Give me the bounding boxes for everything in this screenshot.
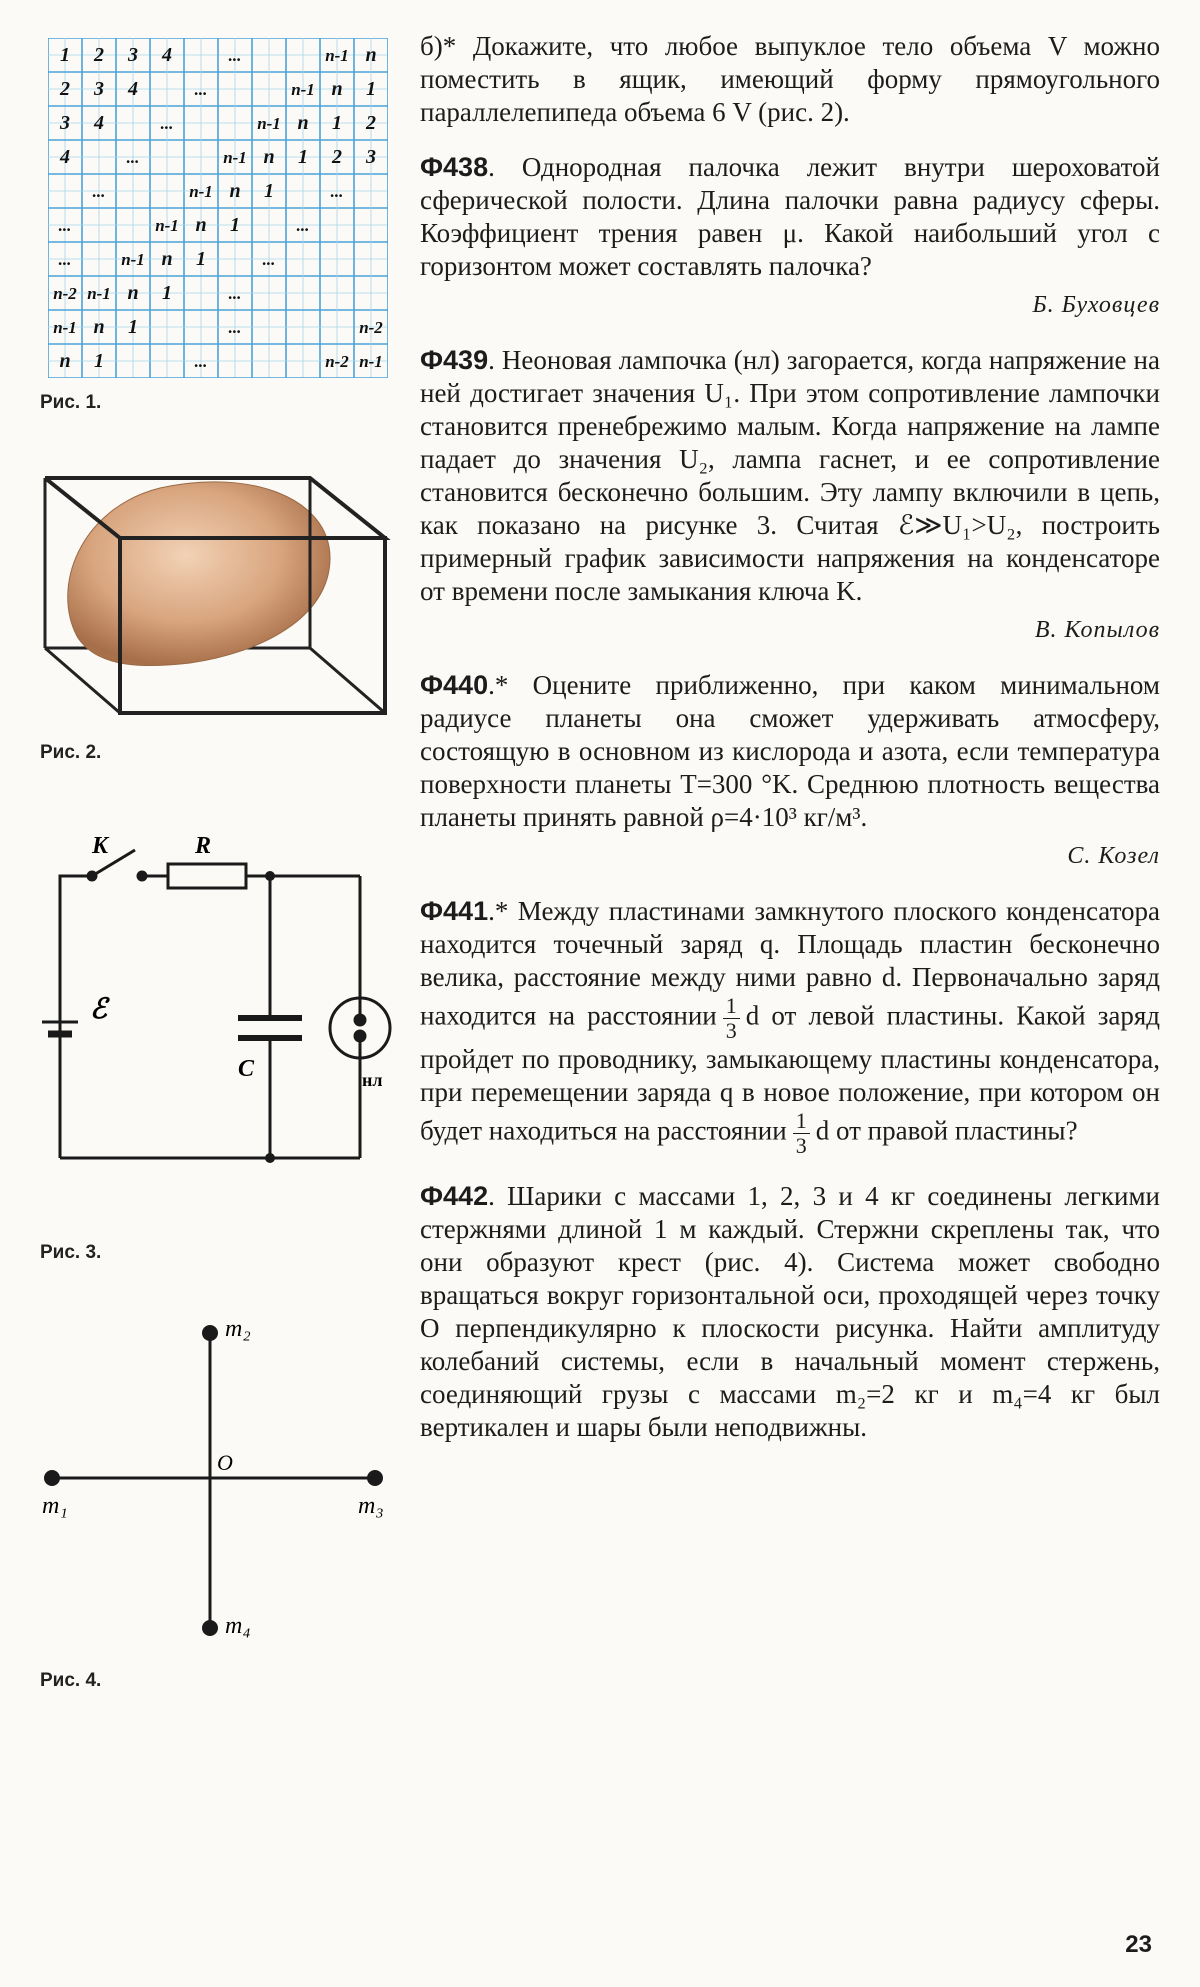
grid-cell-value: n <box>195 214 207 237</box>
problem-author: Б. Буховцев <box>1032 292 1160 318</box>
grid-cell-value: n-2 <box>359 318 383 338</box>
grid-cell-value: n-1 <box>155 216 179 236</box>
fraction-one-third <box>793 1109 810 1158</box>
grid-cell-value: 1 <box>332 112 342 135</box>
grid-cell-value: n-2 <box>53 284 77 304</box>
convex-body-shape <box>68 482 330 666</box>
grid-cell-value: 2 <box>60 78 70 101</box>
resistor <box>168 864 246 888</box>
grid-cell-value: ... <box>58 216 72 236</box>
grid-cell-value: n-1 <box>223 148 247 168</box>
problem-text: . Однородная палочка лежит внутри шероховатой сферической полости. Длина палочки равна радиусу сферы. Коэффициент трения равен μ. Какой наибольший угол с горизонтом может составлять палочка? <box>420 152 1160 281</box>
problem-author: В. Копылов <box>1034 617 1160 643</box>
wire <box>60 876 90 1038</box>
lamp-electrode-dot <box>355 1015 365 1025</box>
ball-m2 <box>202 1325 218 1341</box>
grid-cell-value: ... <box>58 250 72 270</box>
junction-dot <box>265 871 275 881</box>
grid-cell-value: 1 <box>230 214 240 237</box>
fraction-denominator: 3 <box>795 1133 807 1158</box>
key-label: K <box>92 833 109 859</box>
grid-cell-value: 1 <box>60 44 70 67</box>
page-number: 23 <box>1125 1931 1152 1958</box>
grid-cell-value: n <box>263 146 275 169</box>
fraction-numerator: 1 <box>723 994 740 1019</box>
grid-cell-value: ... <box>228 46 242 66</box>
grid-cell-value: 3 <box>94 78 104 101</box>
grid-cell-value: n <box>161 248 173 271</box>
grid-cell-value: 4 <box>94 112 104 135</box>
grid-cell-value: n <box>331 78 343 101</box>
box-edge <box>310 648 385 713</box>
grid-cell-value: n-1 <box>257 114 281 134</box>
fig1-caption: Рис. 1. <box>40 392 102 413</box>
ball-m1 <box>44 1470 60 1486</box>
problem-text: . Неоновая лампочка (нл) загорается, когда напряжение на ней достигает значения U₁. При этом сопротивление лампочки становится пренебрежимо малым. Когда напряжение на лампе падает до значения U₂, лампа гаснет, и ее сопротивление становится бесконечно большим. Эту лампу включили в цепь, как показано на рисунке 3. Считая ℰ≫U₁>U₂, построить примерный график зависимости напряжения на конденсаторе от времени после замыкания ключа K. <box>420 345 1160 606</box>
grid-cell-value: ... <box>296 216 310 236</box>
fig3-caption: Рис. 3. <box>40 1242 102 1263</box>
problem-text-a: .* Между пластинами замкнутого плоского конденсатора находится точечный заряд q. Площадь пластин бесконечно велика, расстояние между ними равно d. Первоначально заряд находится на расстоянии <box>420 896 1160 1031</box>
grid-cell-value: n <box>93 316 105 339</box>
grid-cell-value: n <box>127 282 139 305</box>
problem-intro-b: б)* Докажите, что любое выпуклое тело объема V можно поместить в ящик, имеющий форму прямоугольного параллелепипеда объема 6 V (рис. 2). <box>420 31 1160 127</box>
problem-text: . Шарики с массами 1, 2, 3 и 4 кг соединены легкими стержнями длиной 1 м каждый. Стержни скреплены так, что они образуют крест (рис. 4). Система может свободно вращаться вокруг горизонтальной оси, проходящей через точку O перпендикулярно к плоскости рисунка. Найти амплитуду колебаний системы, если в начальный момент стержень, соединяющий грузы с массами m₂=2 кг и m₄=4 кг был вертикален и шары были неподвижны. <box>420 1181 1160 1442</box>
capacitor-label: C <box>238 1056 255 1082</box>
fig3-circuit-diagram <box>40 808 410 1188</box>
grid-cell-value: 3 <box>128 44 138 67</box>
problems-column <box>420 30 1160 1466</box>
grid-cell-value: n-1 <box>53 318 77 338</box>
grid-cell-value: 1 <box>264 180 274 203</box>
grid-cell-value: ... <box>228 318 242 338</box>
grid-cell-value: 4 <box>60 146 70 169</box>
grid-cell-value: ... <box>228 284 242 304</box>
grid-cell-value: n-1 <box>121 250 145 270</box>
problem-text-c: d от правой пластины? <box>815 1115 1078 1146</box>
grid-cell-value: ... <box>194 352 208 372</box>
fig4-cross-diagram <box>40 1298 410 1658</box>
grid-cell-value: n-2 <box>325 352 349 372</box>
grid-cell-value: 2 <box>332 146 342 169</box>
problem-number: Ф442 <box>420 1181 489 1211</box>
fraction-one-third <box>723 994 740 1043</box>
grid-cell-value: n <box>229 180 241 203</box>
grid-cell-value: 2 <box>94 44 104 67</box>
m2-label: m₂ <box>225 1316 251 1342</box>
grid-cell-value: 1 <box>366 78 376 101</box>
grid-cell-value: 1 <box>196 248 206 271</box>
grid-cell-value: 2 <box>366 112 376 135</box>
grid-cell-value: ... <box>126 148 140 168</box>
problem-439 <box>420 344 1160 608</box>
problem-440 <box>420 669 1160 834</box>
grid-cell-value: 3 <box>366 146 376 169</box>
fig1-grid <box>48 38 388 383</box>
grid-cell-value: ... <box>92 182 106 202</box>
grid-cell-value: n-1 <box>189 182 213 202</box>
problem-text: .* Оцените приближенно, при каком минимальном радиусе планеты она сможет удерживать атмосферу, состоящую в основном из кислорода и азота, если температура поверхности планеты T=300 °K. Среднюю плотность вещества планеты принять равной ρ=4·10³ кг/м³. <box>420 670 1160 832</box>
grid-cell-value: n <box>59 350 71 373</box>
grid-cell-value: 3 <box>60 112 70 135</box>
resistor-label: R <box>195 833 212 859</box>
ball-m4 <box>202 1620 218 1636</box>
problem-number: Ф440 <box>420 670 489 700</box>
problem-441 <box>420 895 1160 1158</box>
ball-m3 <box>367 1470 383 1486</box>
problem-number: Ф439 <box>420 345 489 375</box>
emf-label: ℰ <box>90 994 107 1025</box>
problem-text-b: d от левой пластины. Какой заряд пройдет по проводнику, замыкающему пластины конденсатора, при перемещении заряда q в новое положение, при котором он будет находиться на расстоянии <box>420 1000 1161 1146</box>
problem-438 <box>420 151 1160 283</box>
fraction-denominator: 3 <box>725 1018 737 1043</box>
fraction-numerator: 1 <box>793 1109 810 1134</box>
grid-cell-value: ... <box>194 80 208 100</box>
grid-cell-value: n-1 <box>291 80 315 100</box>
m1-label: m₁ <box>42 1493 68 1519</box>
grid-cell-value: n-1 <box>325 46 349 66</box>
grid-cell-value: 4 <box>128 78 138 101</box>
grid-cell-value: n-1 <box>87 284 111 304</box>
grid-cell-value: ... <box>160 114 174 134</box>
lamp-electrode-dot <box>355 1031 365 1041</box>
grid-cell-value: n <box>297 112 309 135</box>
fig4-caption: Рис. 4. <box>40 1670 102 1691</box>
fig2-caption: Рис. 2. <box>40 742 102 763</box>
grid-cell-value: 4 <box>162 44 172 67</box>
problem-442 <box>420 1180 1160 1444</box>
grid-cell-value: 1 <box>162 282 172 305</box>
grid-cell-value: 1 <box>94 350 104 373</box>
fig2-box-drawing <box>40 438 410 738</box>
m4-label: m₄ <box>225 1613 251 1639</box>
junction-dot <box>265 1153 275 1163</box>
grid-cell-value: n-1 <box>359 352 383 372</box>
center-label: O <box>217 1450 233 1475</box>
grid-cell-value: 1 <box>128 316 138 339</box>
grid-cell-value: ... <box>330 182 344 202</box>
problem-author: С. Козел <box>1067 843 1160 869</box>
grid-cell-value: ... <box>262 250 276 270</box>
fig1-number-grid <box>48 38 388 378</box>
problem-number: Ф441 <box>420 896 489 926</box>
grid-cell-value: 1 <box>298 146 308 169</box>
lamp-label: нл <box>362 1070 383 1090</box>
m3-label: m₃ <box>358 1493 384 1519</box>
problem-number: Ф438 <box>420 152 489 182</box>
grid-cell-value: n <box>365 44 377 67</box>
